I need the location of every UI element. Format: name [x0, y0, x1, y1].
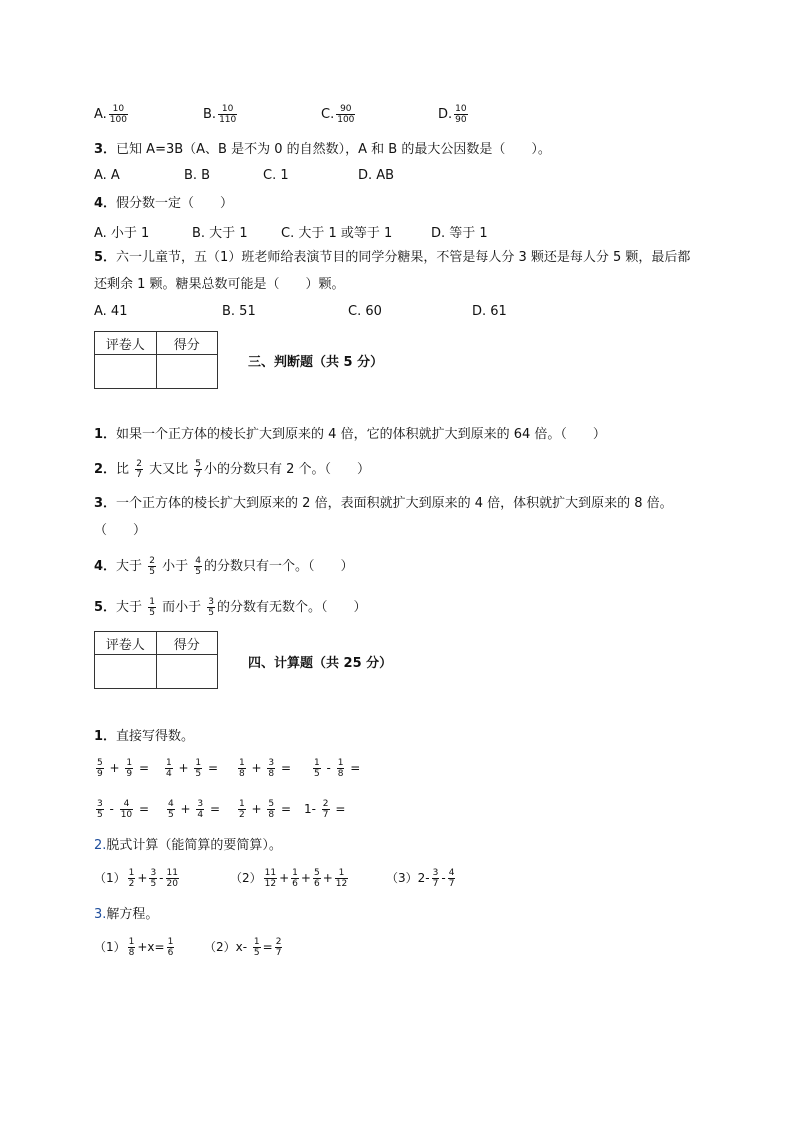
question-5-line-2: 还剩余 1 颗。糖果总数可能是（ ）颗。	[94, 277, 345, 292]
question-text: 解方程。	[106, 907, 159, 922]
calc-item: $\frac{4}{5}$ + $\frac{3}{4}$ =	[168, 799, 221, 820]
question-text: 大于	[116, 559, 143, 574]
calc-item: $\frac{3}{5}$ - $\frac{4}{10}$ =	[97, 799, 150, 820]
calc-item: $\frac{1}{4}$ + $\frac{1}{5}$ =	[166, 758, 219, 779]
score-table	[94, 331, 218, 389]
q2-option-c-label: C.	[321, 107, 335, 122]
equation-2: （2）x- $\frac{1}{5}$ = $\frac{2}{7}$	[204, 937, 282, 958]
score-header: 得分	[156, 632, 218, 655]
q2-option-d-label: D.	[438, 107, 453, 122]
fraction	[109, 104, 128, 125]
q5-option-a: A. 41	[94, 304, 128, 319]
q3-option-c: C. 1	[263, 168, 289, 183]
fraction	[148, 556, 156, 577]
numerator: 10	[455, 104, 467, 114]
question-text: 比	[116, 462, 130, 477]
q2-option-a-label: A.	[94, 107, 107, 122]
numerator: 4	[195, 556, 201, 566]
grader-header: 评卷人	[95, 632, 157, 655]
grader-cell[interactable]	[95, 355, 157, 389]
q2-option-b	[203, 104, 239, 125]
item-number: （3）	[386, 871, 418, 885]
calc-item: $\frac{1}{2}$ + $\frac{5}{8}$ =	[239, 799, 292, 820]
grader-header: 评卷人	[95, 332, 157, 355]
fraction	[207, 597, 215, 618]
denominator: 5	[195, 567, 201, 577]
q5-option-d: D. 61	[472, 304, 507, 319]
score-table	[94, 631, 218, 689]
q4-option-d: D. 等于 1	[431, 226, 488, 241]
judge-3-line-1	[94, 495, 673, 513]
score-header: 得分	[156, 332, 218, 355]
judge-5	[94, 597, 366, 618]
question-text: 脱式计算（能简算的要简算）。	[106, 838, 282, 853]
score-cell[interactable]	[156, 355, 218, 389]
q4-option-a: A. 小于 1	[94, 226, 150, 241]
q4-option-c: C. 大于 1 或等于 1	[281, 226, 393, 241]
item-number: （2）	[204, 940, 236, 954]
numerator: 2	[149, 556, 155, 566]
question-text: 大于	[116, 600, 143, 615]
question-number: 2.	[94, 838, 107, 853]
calc-2-item-1: （1） $\frac{1}{2}$ + $\frac{3}{5}$ - $\frac{11}{20}$	[94, 868, 178, 889]
q5-option-b: B. 51	[222, 304, 256, 319]
question-number: 5．	[94, 250, 117, 265]
question-text: 直接写得数。	[116, 729, 195, 744]
question-text: 的分数有无数个。（ ）	[216, 600, 367, 615]
fraction	[194, 556, 202, 577]
question-text: 已知 A=3B（A、B 是不为 0 的自然数），A 和 B 的最大公因数是（ ）。	[116, 142, 551, 157]
question-number: 3．	[94, 496, 117, 511]
judge-1	[94, 426, 606, 444]
calc-1	[94, 728, 194, 746]
denominator: 90	[455, 115, 467, 125]
calc-2-item-2: （2） $\frac{11}{12}$ + $\frac{1}{6}$ + $\frac{5}{6}$ + $\frac{1}{12}$	[230, 868, 348, 889]
question-text: 六一儿童节，五（1）班老师给表演节目的同学分糖果，不管是每人分 3 颗还是每人分 5 颗，最后都	[116, 250, 691, 265]
q2-option-a	[94, 104, 130, 125]
question-number: 1．	[94, 427, 117, 442]
q2-option-c	[321, 104, 357, 125]
question-number: 2．	[94, 462, 117, 477]
denominator: 110	[219, 115, 237, 125]
calc-item: $\frac{1}{5}$ - $\frac{1}{8}$ =	[314, 758, 361, 779]
question-text: 小的分数只有 2 个。（ ）	[203, 462, 371, 477]
equation-1: （1） $\frac{1}{8}$ +x= $\frac{1}{6}$	[94, 937, 174, 958]
judge-2	[94, 459, 370, 480]
q3-option-a: A. A	[94, 168, 120, 183]
fraction	[148, 597, 156, 618]
q4-option-b: B. 大于 1	[192, 226, 248, 241]
fraction	[454, 104, 467, 125]
q3-option-b: B. B	[184, 168, 211, 183]
question-text: 如果一个正方体的棱长扩大到原来的 4 倍，它的体积就扩大到原来的 64 倍。（ ）	[116, 427, 606, 442]
numerator: 90	[340, 104, 352, 114]
denominator: 5	[208, 608, 214, 618]
fraction	[135, 459, 143, 480]
denominator: 5	[149, 567, 155, 577]
numerator: 10	[112, 104, 125, 114]
question-text: 假分数一定（ ）	[116, 196, 234, 211]
section-3-title: 三、判断题（共 5 分）	[248, 355, 384, 370]
calc-2	[94, 837, 282, 855]
judge-3-line-2: （ ）	[94, 523, 147, 538]
denominator: 100	[109, 115, 127, 125]
calc-item: 1- $\frac{2}{7}$ =	[304, 799, 346, 820]
item-number: （1）	[94, 871, 126, 885]
denominator: 7	[136, 470, 142, 480]
score-cell[interactable]	[156, 655, 218, 689]
calc-3	[94, 906, 158, 924]
numerator: 10	[221, 104, 234, 114]
fraction	[194, 459, 202, 480]
numerator: 5	[195, 459, 201, 469]
item-number: （2）	[230, 871, 262, 885]
question-number: 3.	[94, 907, 107, 922]
numerator: 2	[136, 459, 142, 469]
judge-4	[94, 556, 353, 577]
question-number: 4．	[94, 196, 117, 211]
grader-cell[interactable]	[95, 655, 157, 689]
denominator: 7	[195, 470, 201, 480]
question-5-line-1	[94, 249, 690, 267]
question-text: 小于	[162, 559, 189, 574]
question-4	[94, 195, 233, 213]
question-text: 的分数只有一个。（ ）	[203, 559, 354, 574]
q2-option-b-label: B.	[203, 107, 217, 122]
q2-option-d	[438, 104, 470, 125]
question-3	[94, 141, 551, 159]
question-text: 而小于	[162, 600, 202, 615]
numerator: 1	[149, 597, 155, 607]
fraction	[336, 104, 355, 125]
question-number: 3．	[94, 142, 117, 157]
denominator: 5	[149, 608, 155, 618]
q5-option-c: C. 60	[348, 304, 382, 319]
question-text: 一个正方体的棱长扩大到原来的 2 倍，表面积就扩大到原来的 4 倍，体积就扩大到原来的 8 倍。	[116, 496, 673, 511]
q3-option-d: D. AB	[358, 168, 395, 183]
question-number: 5．	[94, 600, 117, 615]
question-text: 大又比	[149, 462, 189, 477]
calc-item: $\frac{5}{9}$ + $\frac{1}{9}$ =	[97, 758, 150, 779]
question-number: 4．	[94, 559, 117, 574]
item-number: （1）	[94, 940, 126, 954]
calc-item: $\frac{1}{8}$ + $\frac{3}{8}$ =	[239, 758, 292, 779]
denominator: 100	[337, 115, 355, 125]
section-4-title: 四、计算题（共 25 分）	[248, 656, 393, 671]
fraction	[218, 104, 237, 125]
numerator: 3	[208, 597, 214, 607]
calc-2-item-3: （3）2- $\frac{3}{7}$ - $\frac{4}{7}$	[386, 868, 455, 889]
question-number: 1．	[94, 729, 117, 744]
